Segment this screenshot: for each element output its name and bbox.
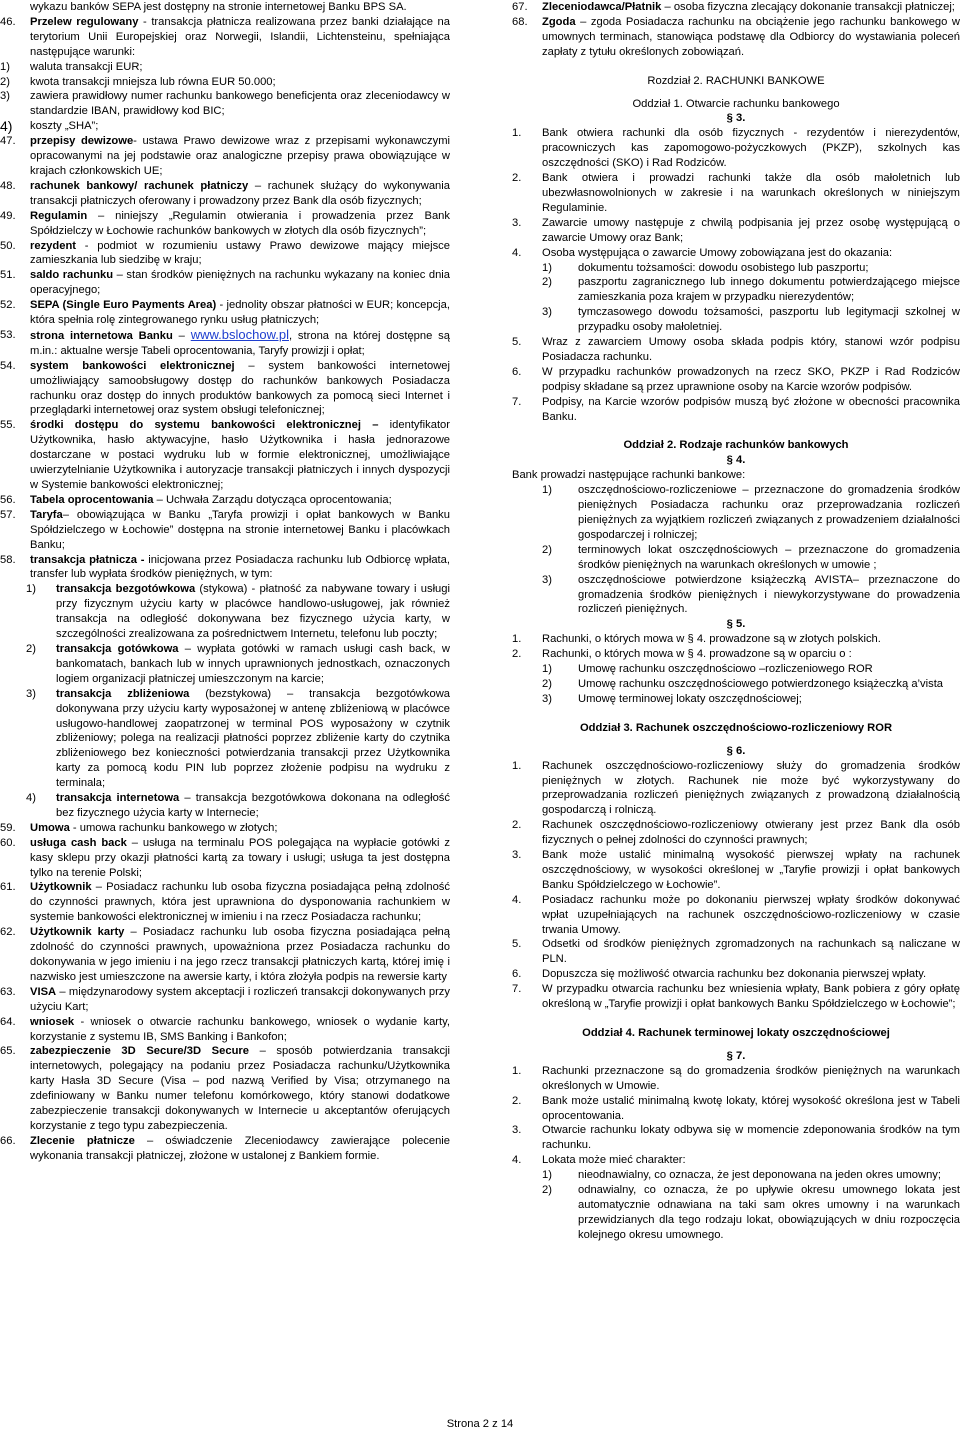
text-run: – oświadczenie Zleceniodawcy zawierające polecenie wykonania transakcji płatniczej, złożone w ustalonej z Bankiem formie.	[30, 1134, 450, 1162]
item-number: 1)	[542, 663, 552, 676]
item-number: 1.	[512, 1064, 522, 1077]
paragraph	[0, 880, 450, 925]
text-run: odnawialny, co oznacza, że po upływie okresu umownego lokata jest automatycznie odnawiana na taki sam okres umowny i na warunkach przewidzianych dla tego rodzaju lokat, obowiązujących w dniu rozpoczęcia kolejnego okresu umownego.	[578, 1184, 960, 1241]
item-number: 1)	[542, 261, 552, 274]
text-run: – wypłata gotówki w ramach usługi cash back, w bankomatach, bankach lub w innych uprawnionych jednostkach, oznaczonych logiem organizacji płatniczej umieszczonym na karcie;	[56, 642, 450, 685]
item-number: 53.	[0, 328, 16, 341]
section-heading	[512, 74, 960, 89]
bold-term: Zleceniodawca/Płatnik	[542, 1, 662, 13]
text-run: – usługa na terminalu POS polegająca na wypłacie gotówki z kasy sklepu przy okazji płatności kartą za towary i usługi; usługa ta jest dostępna tylko na terenie Polski;	[30, 836, 450, 879]
item-number: 46.	[0, 15, 16, 28]
paragraph	[0, 553, 450, 583]
text-run: - jednolity obszar płatności w EUR; koncepcja, która spełnia rolę zintegrowanego rynku usług płatniczych;	[30, 299, 450, 327]
paragraph	[512, 468, 960, 483]
text-run: Dopuszcza się możliwość otwarcia rachunku bez dokonania pierwszej wpłaty.	[542, 968, 927, 981]
page-number: Strona 2 z 14	[446, 1418, 514, 1430]
item-number: 56.	[0, 493, 16, 506]
paragraph	[512, 543, 960, 573]
item-number: 5.	[512, 938, 522, 951]
bold-term: Zgoda	[542, 15, 576, 28]
paragraph	[512, 483, 960, 543]
item-number: 1)	[26, 583, 36, 596]
section-heading	[512, 721, 960, 736]
item-number: 1.	[512, 633, 522, 646]
bold-term: § 7.	[726, 1049, 746, 1062]
bold-term: Tabela oprocentowania	[30, 493, 154, 506]
text-run: tymczasowego dowodu tożsamości, paszportu lub legitymacji szkolnej w przypadku osoby małoletniej.	[578, 306, 960, 334]
paragraph	[512, 246, 960, 261]
bold-term: Przelew regulowany	[30, 15, 139, 28]
text-run: – Uchwała Zarządu dotycząca oprocentowania;	[153, 493, 392, 506]
bold-term: § 5.	[726, 618, 746, 631]
bold-term: saldo rachunku	[30, 269, 114, 282]
paragraph	[512, 818, 960, 848]
item-number: 61.	[0, 881, 16, 894]
item-number: 5.	[512, 336, 522, 349]
text-run: Rachunek oszczędnościowo-rozliczeniowy służy do gromadzenia środków pieniężnych w złotych. Rachunek nie może być wykorzystywany do przeprowadzania rozliczeń pieniężnych związanych z prowadzoną działalnością gospodarczą i rolniczą.	[542, 759, 960, 817]
item-number: 7.	[512, 983, 522, 996]
paragraph	[512, 0, 960, 15]
bold-term: rezydent	[30, 239, 77, 252]
text-run: Rozdział 2. RACHUNKI BANKOWE	[647, 74, 825, 87]
text-run: Otwarcie rachunku lokaty odbywa się w momencie zdeponowania środków na tym rachunku.	[542, 1124, 960, 1152]
item-number: 2)	[26, 642, 36, 655]
paragraph	[0, 268, 450, 298]
item-number: 2.	[512, 1094, 522, 1107]
paragraph	[512, 15, 960, 60]
text-run: oszczędnościowe potwierdzone książeczką AVISTA– przeznaczone do gromadzenia środków pieniężnych i niewykorzystywane do prowadzenia rozliczeń pieniężnych.	[578, 573, 960, 616]
bold-term: Zlecenie płatnicze	[30, 1134, 135, 1147]
section-heading	[512, 617, 960, 632]
item-number: 68.	[512, 15, 528, 28]
item-number: 3)	[0, 90, 10, 103]
spacer	[512, 1041, 960, 1049]
item-number: 47.	[0, 135, 16, 148]
spacer	[512, 60, 960, 74]
item-number: 2)	[0, 75, 10, 88]
bold-term: transakcja bezgotówkowa	[56, 583, 196, 596]
section-heading	[512, 1026, 960, 1041]
text-run: –	[172, 329, 191, 342]
text-run: , strona na której dostępne są m.in.: aktualne wersje Tabeli oprocentowania, Taryfy prowizji i opłat;	[30, 329, 450, 357]
item-number: 2.	[512, 819, 522, 832]
item-number: 6.	[512, 365, 522, 378]
item-number: 3.	[512, 216, 522, 229]
spacer	[512, 707, 960, 721]
item-number: 3)	[26, 687, 36, 700]
bold-term: wniosek	[30, 1015, 75, 1028]
paragraph	[0, 821, 450, 836]
paragraph	[512, 126, 960, 171]
item-number: 55.	[0, 419, 16, 432]
section-heading	[512, 1049, 960, 1064]
paragraph	[0, 75, 450, 90]
bold-term: zabezpieczenie 3D Secure/3D Secure	[30, 1045, 249, 1058]
item-number: 4.	[512, 246, 522, 259]
text-run: Wraz z zawarciem Umowy osoba składa podpis który, stanowi wzór podpisu Posiadacza rachunku.	[542, 336, 960, 363]
website-link[interactable]: www.bslochow.pl	[190, 326, 289, 342]
text-run: identyfikator Użytkownika, hasło aktywacyjne, hasło Użytkownika i hasła jednorazowe dostarczane w postaci wydruku lub w formie elektronicznej, umożliwiające uwierzytelnianie Użytkownika i autoryzacje transakcji płatniczych i innych dyspozycji w Systemie bankowości elektronicznej;	[30, 419, 450, 491]
text-run: – niniejszy „Regulamin otwierania i prowadzenia przez Bank Spółdzielczy w Łochowie rachunków bankowych w złotych dla osób fizycznych”;	[30, 209, 450, 237]
paragraph	[512, 216, 960, 246]
left-column	[0, 0, 450, 1164]
text-run: Bank otwiera rachunki dla osób fizycznych - rezydentów i nierezydentów, pracowniczych kas zapomogowo-pożyczkowych (PKZP), szkolnych kas oszczędności (SKO) i Rad Rodziców.	[542, 127, 960, 170]
paragraph	[512, 759, 960, 819]
text-run: Odsetki od środków pieniężnych zgromadzonych na rachunkach są naliczane w PLN.	[542, 938, 960, 966]
paragraph	[512, 171, 960, 216]
text-run: Umowę rachunku oszczędnościowo –rozliczeniowego ROR	[578, 663, 873, 676]
bold-term: § 4.	[726, 454, 746, 467]
text-run: – zgoda Posiadacza rachunku na obciążenie jego rachunku bankowego w umownych terminach, stanowiąca podstawę dla Odbiorcy do wystawiania poleceń zapłaty z tytułu określonych zobowiązań.	[542, 15, 960, 58]
item-number: 59.	[0, 821, 16, 834]
paragraph	[0, 1134, 450, 1164]
item-number: 62.	[0, 926, 16, 939]
item-number: 6.	[512, 968, 522, 981]
paragraph	[512, 1183, 960, 1243]
paragraph	[0, 582, 450, 642]
paragraph	[512, 967, 960, 982]
paragraph	[512, 573, 960, 618]
text-run: – transakcja bezgotówkowa dokonana na odległość bez fizycznego użycia karty w Internecie;	[56, 792, 450, 819]
paragraph	[0, 239, 450, 269]
item-number: 4)	[26, 792, 36, 805]
item-number: 49.	[0, 209, 16, 222]
text-run: Zawarcie umowy następuje z chwilą podpisania jej przez osobę występującą o zawarcie Umowy oraz Bank;	[542, 216, 960, 244]
paragraph	[0, 418, 450, 493]
item-number: 58.	[0, 553, 16, 566]
section-heading	[512, 438, 960, 453]
text-run: W przypadku rachunków prowadzonych na rzecz SKO, PKZP i Rad Rodziców podpisy składane są przez uprawnione osoby na Karcie wzorów podpisów.	[542, 365, 960, 393]
bold-term: transakcja płatnicza -	[30, 553, 145, 566]
text-run: Rachunki przeznaczone są do gromadzenia środków pieniężnych na warunkach określonych w Umowie.	[542, 1064, 960, 1092]
paragraph	[0, 0, 450, 15]
item-number: 65.	[0, 1045, 16, 1058]
bold-term: system bankowości elektronicznej	[30, 359, 235, 372]
spacer	[512, 736, 960, 744]
item-number: 2.	[512, 648, 522, 661]
item-number: 3)	[542, 692, 552, 705]
item-number: 60.	[0, 836, 16, 849]
paragraph	[512, 1123, 960, 1153]
text-run: - wniosek o otwarcie rachunku bankowego, wniosek o wydanie karty, korzystanie z systemu IB, SMS Banking i Bankofon;	[30, 1015, 450, 1043]
item-number: 2)	[542, 1184, 552, 1197]
item-number: 2)	[542, 677, 552, 690]
text-run: dokumentu tożsamości: dowodu osobistego lub paszportu;	[578, 261, 869, 274]
text-run: – stan środków pieniężnych na rachunku wykazany na koniec dnia operacyjnego;	[30, 269, 450, 297]
paragraph	[512, 335, 960, 365]
paragraph	[512, 1094, 960, 1124]
item-number: 3)	[542, 306, 552, 319]
item-number: 1)	[542, 1169, 552, 1182]
item-number: 50.	[0, 239, 16, 252]
text-run: Umowę rachunku oszczędnościowego potwierdzonego książeczką a’vista	[578, 677, 944, 690]
paragraph	[0, 298, 450, 328]
text-run: – Posiadacz rachunku lub osoba fizyczna posiadająca pełną zdolność do czynności prawnych, która jest uprawniona do dysponowania rachunkiem w systemie bankowości elektronicznej w imieniu i na rzecz Posiadacza rachunku;	[30, 881, 450, 924]
bold-term: Taryfa	[30, 508, 63, 521]
paragraph	[512, 305, 960, 335]
item-number: 67.	[512, 1, 528, 13]
section-heading	[512, 453, 960, 468]
item-number: 4.	[512, 893, 522, 906]
bold-term: VISA	[30, 985, 57, 998]
paragraph	[0, 179, 450, 209]
item-number: 1.	[512, 759, 522, 772]
bold-term: Regulamin	[30, 209, 88, 222]
item-number: 2)	[542, 276, 552, 289]
paragraph	[512, 365, 960, 395]
bold-term: Użytkownik karty	[30, 926, 125, 939]
paragraph	[512, 647, 960, 662]
text-run: Bank otwiera i prowadzi rachunki także dla osób małoletnich lub ubezwłasnowolnionych w zakresie i na warunkach określonych w niniejszym Regulaminie.	[542, 172, 960, 214]
paragraph	[0, 328, 450, 359]
item-number: 57.	[0, 508, 16, 521]
paragraph	[512, 893, 960, 938]
paragraph	[512, 1064, 960, 1094]
item-number: 7.	[512, 395, 522, 408]
text-run: - ustawa Prawo dewizowe wraz z przepisami wykonawczymi opracowanymi na jej podstawie oraz analogiczne przepisy prawa obowiązujące w krajach członkowskich UE;	[30, 135, 450, 177]
paragraph	[0, 687, 450, 791]
paragraph	[0, 89, 450, 119]
spacer	[512, 424, 960, 438]
text-run: paszportu zagranicznego lub innego dokumentu potwierdzającego miejsce zamieszkania poza krajem w przypadku nierezydentów;	[578, 276, 960, 304]
text-run: – obowiązująca w Banku „Taryfa prowizji i opłat bankowych w Banku Spółdzielczego w Łochowie” dostępna na stronie internetowej Banku i placówkach Banku;	[30, 508, 450, 551]
paragraph	[0, 15, 450, 60]
paragraph	[512, 662, 960, 677]
paragraph	[0, 791, 450, 821]
item-number: 1.	[512, 127, 522, 140]
paragraph	[512, 848, 960, 893]
text-run: Bank może ustalić minimalną kwotę lokaty, której wysokość określona jest w Tabeli oprocentowania.	[542, 1094, 960, 1122]
paragraph	[512, 632, 960, 647]
paragraph	[0, 134, 450, 179]
text-run: – sposób potwierdzania transakcji internetowych, polegający na podaniu przez Posiadacza rachunku/Użytkownika karty Hasła 3D Secure (Visa – pod nazwą Verified by Visa; otrzymanego na zdefiniowany w Banku numer telefonu komórkowego, który stanowi dodatkowe zabezpieczenie transakcji dokonywanych w Internecie u akceptantów oferujących korzystanie z tego typu zabezpieczenia.	[30, 1045, 451, 1132]
paragraph	[512, 1153, 960, 1168]
text-run: Osoba występująca o zawarcie Umowy zobowiązana jest do okazania:	[542, 246, 893, 259]
item-number: 48.	[0, 179, 16, 192]
bold-term: transakcja internetowa	[56, 792, 180, 805]
bold-term: Oddział 3. Rachunek oszczędnościowo-rozliczeniowy ROR	[579, 721, 893, 734]
bold-term: strona internetowa Banku	[30, 329, 173, 342]
item-number: 1)	[0, 60, 10, 73]
item-number: 1)	[542, 484, 552, 497]
paragraph	[0, 209, 450, 239]
spacer	[512, 1012, 960, 1026]
paragraph	[512, 677, 960, 692]
bold-term: przepisy dewizowe	[30, 135, 134, 148]
text-run: – system bankowości internetowej umożliwiający samoobsługowy dostęp do rachunków bankowych Posiadacza rachunku oraz dostęp do innych produktów bankowych za pomocą sieci Internet i przeglądarki internetowej oraz system obsługi telefonicznej;	[30, 359, 450, 417]
paragraph	[0, 359, 450, 419]
paragraph	[0, 1015, 450, 1045]
text-run: Bank prowadzi następujące rachunki bankowe:	[512, 469, 746, 482]
item-number: 66.	[0, 1134, 16, 1147]
paragraph	[0, 493, 450, 508]
bold-term: środki dostępu do systemu bankowości elektronicznej –	[30, 419, 379, 432]
paragraph	[0, 925, 450, 985]
text-run: Podpisy, na Karcie wzorów podpisów muszą być złożone w obecności pracownika Banku.	[542, 395, 960, 423]
item-number: 2.	[512, 172, 522, 185]
paragraph	[0, 642, 450, 687]
item-number: 54.	[0, 359, 16, 372]
text-run: - transakcja płatnicza realizowana przez banki działające na terytorium Unii Europejskiej oraz Norwegii, Islandii, Lichtensteinu, spełniająca następujące warunki:	[30, 15, 450, 58]
text-run: zawiera prawidłowy numer rachunku bankowego beneficjenta oraz zleceniodawcy w standardzie IBAN, prawidłowy kod BIC;	[30, 90, 450, 118]
bold-term: transakcja gotówkowa	[56, 642, 179, 655]
text-run: – Posiadacz rachunku lub osoba fizyczna posiadająca pełną zdolność do czynności prawnych, upoważniona przez Posiadacza rachunku do dokonywania w jego imieniu i na jego rzecz transakcji płatniczych kartą, której imię i nazwisko jest umieszczone na awersie karty, i która złożyła podpis na rewersie karty	[30, 926, 450, 983]
paragraph	[512, 395, 960, 425]
bold-term: Użytkownik	[30, 881, 92, 894]
item-number: 64.	[0, 1015, 16, 1028]
text-run: – osoba fizyczna zlecający dokonanie transakcji płatniczej;	[661, 1, 955, 13]
item-number: 4.	[512, 1154, 522, 1167]
text-run: Lokata może mieć charakter:	[542, 1154, 686, 1167]
bold-term: Oddział 4. Rachunek terminowej lokaty oszczędnościowej	[582, 1027, 890, 1039]
section-heading	[512, 744, 960, 759]
bold-term: rachunek bankowy/ rachunek płatniczy	[30, 179, 249, 192]
text-run: (stykowa) - płatność za nabywane towary i usługi przy fizycznym użyciu karty w placówce handlowo-usługowej, jak również transakcja na odległość dokonywana bez fizycznego użycia karty, w szczególności zrealizowana za pośrednictwem Internetu, telefonu lub poczty;	[56, 583, 450, 641]
text-run: kwota transakcji mniejsza lub równa EUR 50.000;	[30, 75, 276, 88]
text-run: Posiadacz rachunku może po dokonaniu pierwszej wpłaty środków dokonywać wpłat uzupełniających na rachunek oszczędnościowo-rozliczeniowy w czasie trwania Umowy.	[542, 893, 960, 936]
text-run: koszty „SHA”;	[30, 120, 99, 133]
text-run: - umowa rachunku bankowego w złotych;	[69, 821, 278, 834]
text-run: wykazu banków SEPA jest dostępny na stronie internetowej Banku BPS SA.	[30, 1, 407, 13]
item-number: 52.	[0, 299, 16, 312]
text-run: – międzynarodowy system akceptacji i rozliczeń transakcji dokonywanych przy użyciu Kart;	[30, 985, 450, 1013]
item-number: 63.	[0, 985, 16, 998]
bold-term: § 3.	[726, 112, 746, 125]
text-run: Bank może ustalić minimalną wysokość pierwszej wpłaty na rachunek oszczędnościowy, w wysokości określonej w „Taryfie prowizji i opłat bankowych Banku Spółdzielczego w Łochowie”.	[542, 849, 960, 891]
text-run: - podmiot w rozumieniu ustawy Prawo dewizowe mający miejsce zamieszkania lub siedzibę w kraju;	[30, 239, 450, 267]
text-run: W przypadku otwarcia rachunku bez wniesienia wpłaty, Bank pobiera z góry opłatę określoną w „Taryfie prowizji i opłat bankowych Banku Spółdzielczego w Łochowie”;	[542, 983, 960, 1011]
paragraph	[0, 60, 450, 75]
text-run: – rachunek służący do wykonywania transakcji płatniczych oferowany i prowadzony przez Bank dla osób fizycznych;	[30, 179, 450, 207]
text-run: waluta transakcji EUR;	[30, 60, 143, 73]
paragraph	[512, 275, 960, 305]
section-heading	[512, 97, 960, 112]
item-number: 2)	[542, 543, 552, 556]
paragraph	[512, 261, 960, 276]
text-run: Oddział 1. Otwarcie rachunku bankowego	[632, 97, 840, 110]
paragraph	[0, 508, 450, 553]
item-number: 3.	[512, 1124, 522, 1137]
bold-term: transakcja zbliżeniowa	[56, 687, 190, 700]
bold-term: Umowa	[30, 821, 70, 834]
paragraph	[512, 982, 960, 1012]
text-run: Rachunki, o których mowa w § 4. prowadzone są w złotych polskich.	[542, 633, 881, 646]
text-run: terminowych lokat oszczędnościowych – przeznaczone do gromadzenia środków pieniężnych na warunkach określonych w umowie ;	[578, 543, 960, 571]
bold-term: § 6.	[726, 744, 746, 757]
text-run: Rachunek oszczędnościowo-rozliczeniowy otwierany jest przez Bank dla osób fizycznych o pełnej zdolności do czynności prawnych;	[542, 819, 960, 847]
text-run: Rachunki, o których mowa w § 4. prowadzone są w oparciu o :	[542, 648, 852, 661]
paragraph	[0, 119, 450, 134]
bold-term: usługa cash back	[30, 836, 127, 849]
text-run: (bezstykowa) – transakcja bezgotówkowa dokonywana przy użyciu karty wyposażonej w antenę zbliżeniową w placówce usługowo-handlowej zaopatrzonej w terminal POS wyposażony w czytnik zbliżeniowy; polega na realizacji płatności poprzez zbliżenie karty do czytnika zbliżeniowego bez konieczności potwierdzania transakcji przez Użytkownika karty za pomocą kodu PIN lub poprzez złożenie podpisu na wydruku z terminala;	[56, 687, 450, 790]
text-run: inicjowana przez Posiadacza rachunku lub Odbiorcę wpłata, transfer lub wypłata środków pieniężnych, w tym:	[30, 553, 450, 581]
item-number: 4)	[0, 118, 13, 135]
text-run: nieodnawialny, co oznacza, że jest deponowana na jeden okres umowny;	[578, 1169, 941, 1182]
paragraph	[512, 937, 960, 967]
bold-term: Oddział 2. Rodzaje rachunków bankowych	[623, 439, 849, 452]
paragraph	[0, 1044, 450, 1133]
spacer	[512, 89, 960, 97]
text-run: oszczędnościowo-rozliczeniowe – przeznaczone do gromadzenia środków pieniężnych Posiadacza rachunku oraz przeprowadzania rozliczeń pieniężnych za wyjątkiem rozliczeń związanych z prowadzeniem działalności gospodarczej i rolniczej;	[578, 484, 960, 541]
paragraph	[512, 692, 960, 707]
paragraph	[0, 985, 450, 1015]
text-run: Umowę terminowej lokaty oszczędnościowej;	[578, 692, 802, 705]
paragraph	[0, 836, 450, 881]
right-column	[512, 0, 960, 1243]
item-number: 3.	[512, 849, 522, 862]
section-heading	[512, 111, 960, 126]
item-number: 51.	[0, 269, 16, 282]
item-number: 3)	[542, 573, 552, 586]
paragraph	[512, 1168, 960, 1183]
bold-term: SEPA (Single Euro Payments Area)	[30, 299, 217, 312]
